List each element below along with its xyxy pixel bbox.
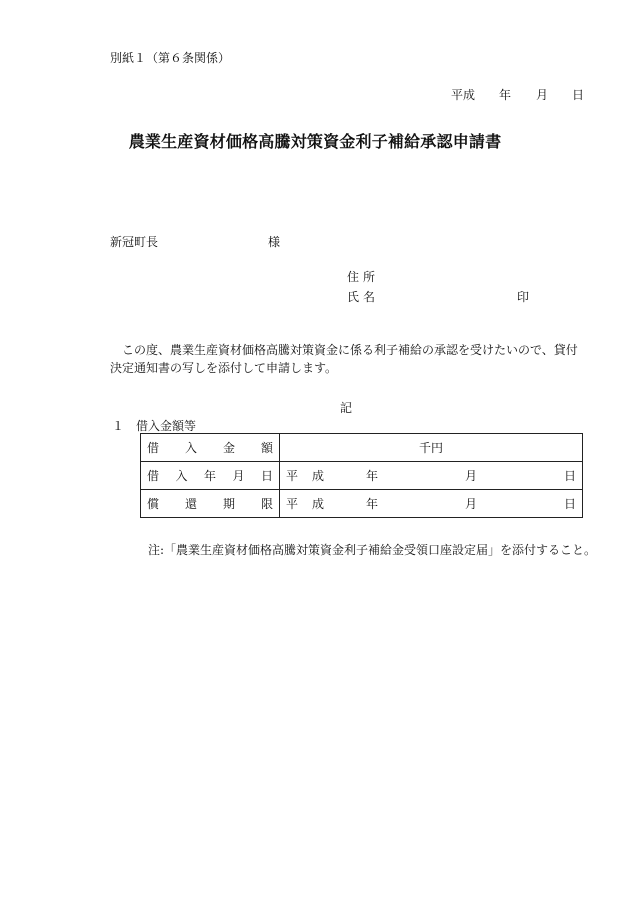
loan-amount-value bbox=[280, 434, 583, 462]
annex-label: 別紙１（第６条関係） bbox=[110, 51, 231, 65]
repayment-deadline-month: 月 bbox=[464, 497, 477, 511]
loan-date-value bbox=[280, 462, 583, 490]
loan-date-label: 借入年月日 bbox=[141, 462, 280, 490]
table-row-loan-amount bbox=[141, 434, 583, 462]
repayment-deadline-value bbox=[280, 490, 583, 518]
loan-date-era: 平成 bbox=[286, 469, 339, 483]
addressee-name: 新冠町長 bbox=[110, 235, 159, 249]
loan-table bbox=[140, 433, 583, 518]
table-row-loan-date bbox=[141, 462, 583, 490]
loan-amount-label: 借入金額 bbox=[141, 434, 280, 462]
applicant-address-label: 住所 bbox=[347, 270, 380, 284]
addressee-honorific: 様 bbox=[268, 235, 281, 249]
loan-date-year: 年 bbox=[366, 469, 379, 483]
section-heading: １ 借入金額等 bbox=[112, 419, 197, 433]
application-body-text: この度、農業生産資材価格高騰対策資金に係る利子補給の承認を受けたいので、貸付決定通知書の写しを添付して申請します。 bbox=[110, 343, 578, 375]
repayment-deadline-year: 年 bbox=[366, 497, 379, 511]
loan-date-month: 月 bbox=[464, 469, 477, 483]
date-month-label: 月 bbox=[536, 88, 549, 102]
loan-amount-unit: 千円 bbox=[418, 441, 443, 455]
repayment-deadline-era: 平成 bbox=[286, 497, 339, 511]
applicant-name-label: 氏名 bbox=[347, 290, 380, 304]
date-era: 平成 bbox=[451, 88, 476, 102]
repayment-deadline-label: 償還期限 bbox=[141, 490, 280, 518]
loan-date-day: 日 bbox=[563, 469, 576, 483]
document-title: 農業生産資材価格高騰対策資金利子補給承認申請書 bbox=[128, 132, 502, 151]
ki-heading: 記 bbox=[340, 401, 353, 415]
attachment-note: 注:「農業生産資材価格高騰対策資金利子補給金受領口座設定届」を添付すること。 bbox=[148, 543, 597, 557]
table-row-repayment-deadline bbox=[141, 490, 583, 518]
seal-mark: 印 bbox=[517, 290, 530, 304]
date-day-label: 日 bbox=[572, 88, 585, 102]
date-year-label: 年 bbox=[499, 88, 512, 102]
repayment-deadline-day: 日 bbox=[563, 497, 576, 511]
